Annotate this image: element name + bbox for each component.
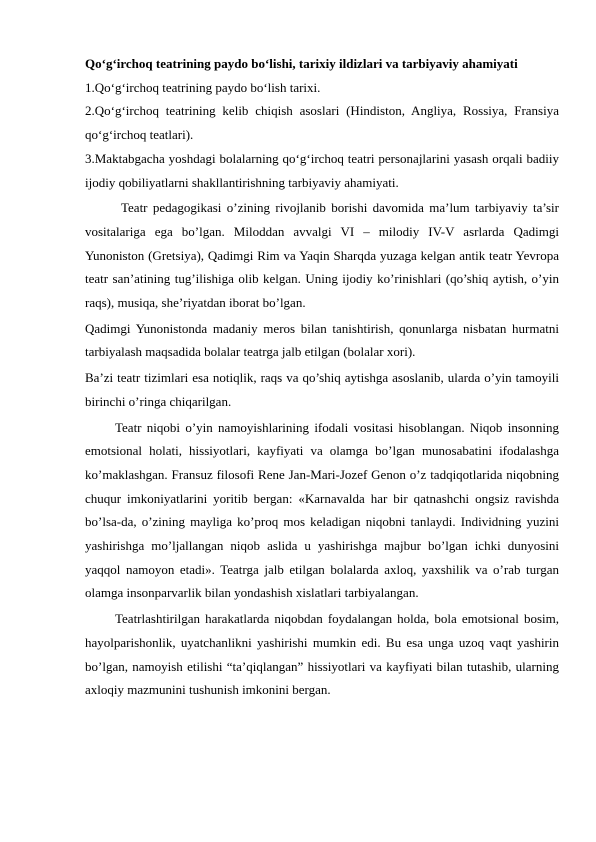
- outline-item-2: 2.Qo‘g‘irchoq teatrining kelib chiqish asoslari (Hindiston, Angliya, Rossiya, Fransiya qo‘g‘irchoq teatlari).: [85, 103, 559, 143]
- document-page: [85, 52, 559, 702]
- outline-item-1: 1.Qo‘g‘irchoq teatrining paydo bo‘lish tarixi.: [85, 79, 321, 95]
- body-paragraph-1: Teatr pedagogikasi o’zining rivojlanib borishi davomida ma’lum tarbiyaviy ta’sir vositalariga ega bo’lgan. Miloddan avvalgi VI – milodiy IV-V asrlarda Qadimgi Yunoniston (Gretsiya), Qadimgi Rim va Yaqin Sharqda yuzaga kelgan antik teatr Yevropa teatr san’atining tug’ilishiga olib kelgan. Uning ijodiy ko’rinishlari (qo’shiq aytish, o’yin raqs), musiqa, she’riyatdan iborat bo’lgan.: [85, 200, 559, 311]
- outline-item-3: 3.Maktabgacha yoshdagi bolalarning qo‘g‘irchoq teatri personajlarini yasash orqali badiiy ijodiy qobiliyatlarni shakllantirishning tarbiyaviy ahamiyati.: [85, 150, 559, 190]
- body-paragraph-3: Ba’zi teatr tizimlari esa notiqlik, raqs va qo’shiq aytishga asoslanib, ularda o’yin tamoyili birinchi o’ringa chiqarilgan.: [85, 370, 559, 409]
- body-paragraph-5: Teatrlashtirilgan harakatlarda niqobdan foydalangan holda, bola emotsional bosim, hayolparishonlik, uyatchanlikni yashirishi mumkin edi. Bu esa unga uzoq vaqt yashirin bo’lgan, namoyish etilishi “ta’qiqlangan” hissiyotlari va kayfiyati bilan tutashib, ularning axloqiy mazmunini tushunish imkonini bergan.: [85, 611, 559, 698]
- body-paragraph-4: Teatr niqobi o’yin namoyishlarining ifodali vositasi hisoblangan. Niqob insonning emotsional holati, hissiyotlari, kayfiyati va olamga bo’lgan munosabatini ifodalashga ko’maklashgan. Fransuz filosofi Rene Jan-Mari-Jozef Genon o’z tadqiqotlarida niqobning chuqur imkoniyatlarini yoritib bergan: «Karnavalda har bir qatnashchi ongsiz ravishda bo’lsa-da, o’zining mayliga ko’proq mos keladigan niqobni tanlaydi. Individning yuzini yashirishga mo’ljallangan niqob aslida u yashirishga majbur bo’lgan ichki dunyosini yaqqol namoyon etadi». Teatrga jalb etilgan bolalarda axloq, yaxshilik va o’rab turgan olamga insonparvarlik bilan yondashish xislatlari tarbiyalangan.: [85, 419, 559, 601]
- document-title: Qo‘g‘irchoq teatrining paydo bo‘lishi, tarixiy ildizlari va tarbiyaviy ahamiyati: [85, 56, 518, 71]
- body-paragraph-2: Qadimgi Yunonistonda madaniy meros bilan tanishtirish, qonunlarga nisbatan hurmatni tarbiyalash maqsadida bolalar teatrga jalb etilgan (bolalar xori).: [85, 320, 559, 360]
